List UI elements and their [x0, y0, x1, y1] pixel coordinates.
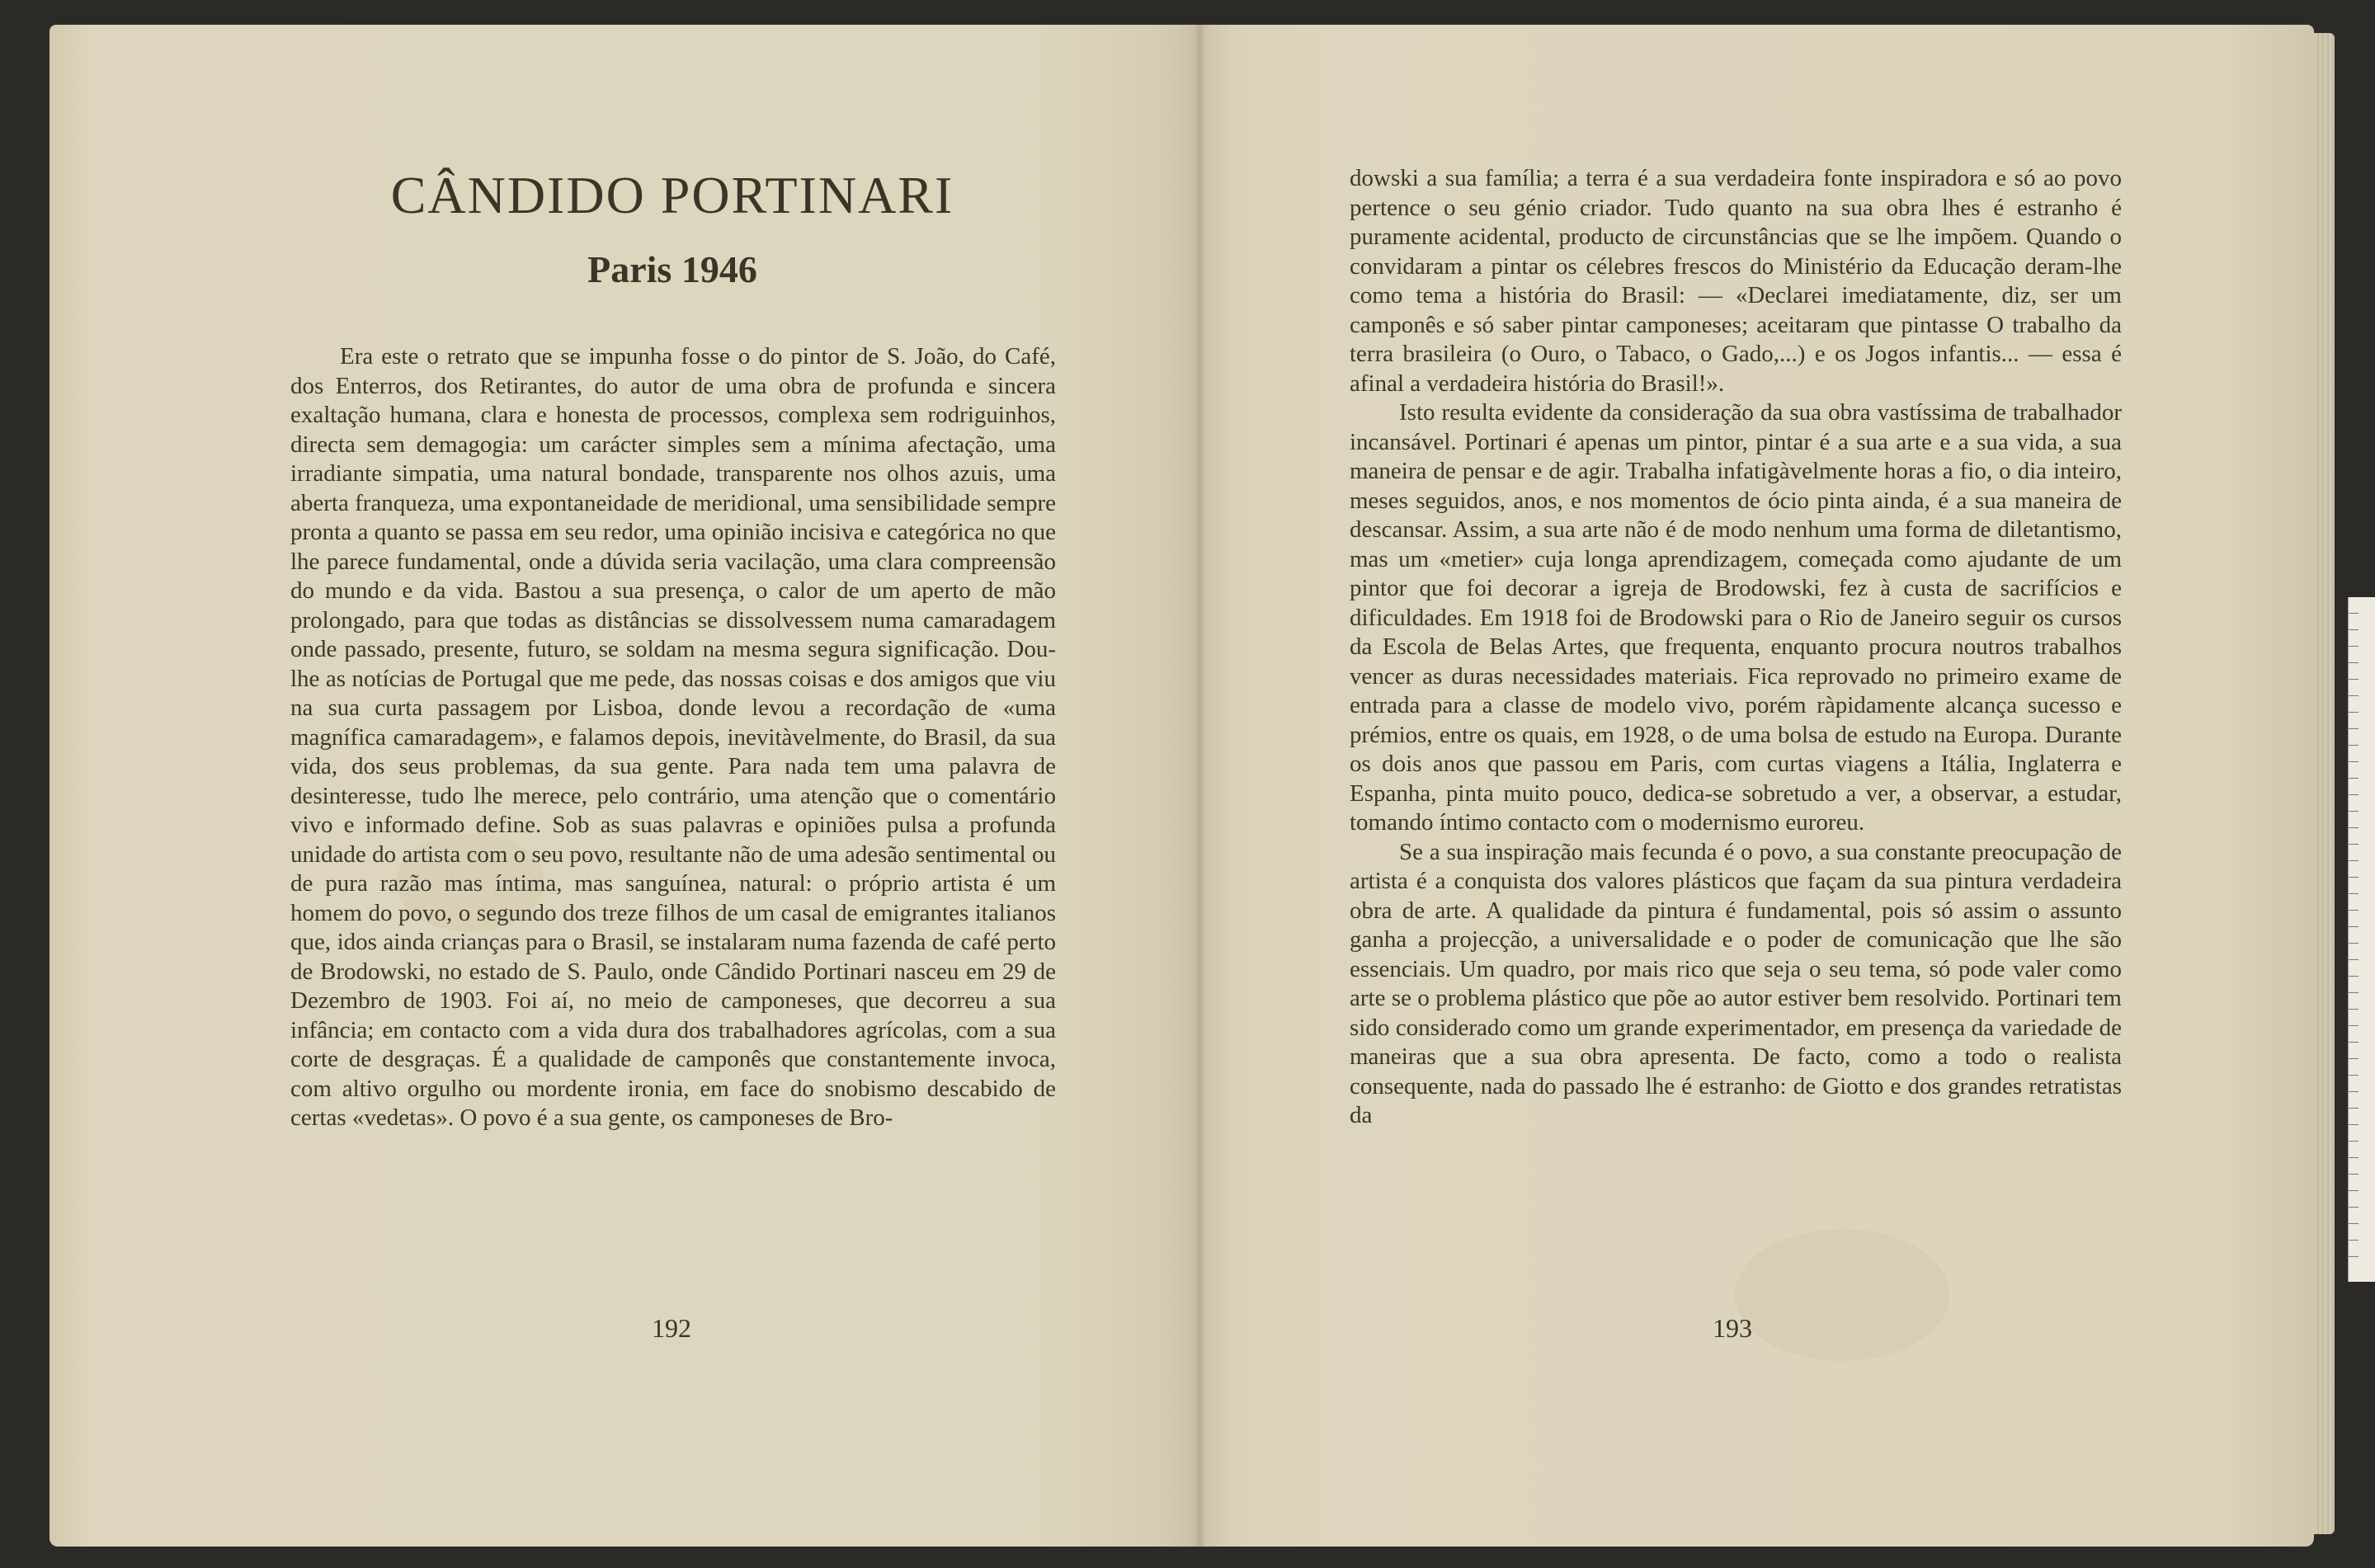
- page-number-left: 192: [652, 1313, 691, 1343]
- paper-stain: [1735, 1229, 1949, 1361]
- paragraph: Se a sua inspiração mais fecunda é o povo, a sua constante preocupação de artista é a conquista dos valores plásticos que façam da sua pintura verdadeira obra de arte. A qualidade da pintura é fundamental, pois só assim o assunto ganha a projecção, a universalidade e o poder de comunicação que lhe são essenciais. Um quadro, por mais rico que seja o seu tema, só pode valer como arte se o problema plástico que põe ao autor estiver bem resolvido. Portinari tem sido considerado como um grande experimentador, em presença da variedade de maneiras que a sua obra apresenta. De facto, como a todo o realista consequente, nada do passado lhe é estranho: de Giotto e dos grandes retratistas da: [1350, 838, 2122, 1128]
- article-subtitle: Paris 1946: [587, 248, 757, 290]
- left-text-column: [290, 342, 1056, 1133]
- paragraph: Era este o retrato que se impunha fosse o do pintor de S. João, do Café, dos Enterros, dos Retirantes, do autor de uma obra de profunda e sincera exaltação humana, clara e honesta de processos, complexa sem rodriguinhos, directa sem demagogia: um carácter simples sem a mínima afectação, uma irradiante simpatia, uma natural bondade, transparente nos olhos azuis, uma aberta franqueza, uma expontaneidade de meridional, uma sensibilidade sempre pronta a quanto se passa em seu redor, uma opinião incisiva e categórica no que lhe parece fundamental, onde a dúvida seria vacilação, uma clara compreensão do mundo e da vida. Bastou a sua presença, o calor de um aperto de mão prolongado, para que todas as distâncias se dissolvessem numa camaradagem onde passado, presente, futuro, se soldam na mesma segura significação. Dou-lhe as notícias de Portugal que me pede, das nossas coisas e dos amigos que viu na sua curta passagem por Lisboa, donde levou a recordação de «uma magnífica camaradagem», e falamos depois, inevitàvelmente, do Brasil, da sua vida, dos seus problemas, da sua gente. Para nada tem uma palavra de desinteresse, tudo lhe merece, pelo contrário, uma atenção que o comentário vivo e informado define. Sob as suas palavras e opiniões pulsa a profunda unidade do artista com o seu povo, resultante não de uma adesão sentimental ou de pura razão mas íntima, mas sanguínea, natural: o próprio artista é um homem do povo, o segundo dos treze filhos de um casal de emigrantes italianos que, idos ainda crianças para o Brasil, se instalaram numa fazenda de café perto de Brodowski, no estado de S. Paulo, onde Cândido Portinari nasceu em 29 de Dezembro de 1903. Foi aí, no meio de camponeses, que decorreu a sua infância; em contacto com a vida dura dos trabalhadores agrícolas, com a sua corte de desgraças. É a qualidade de camponês que constantemente invoca, com altivo orgulho ou mordente ironia, em face do snobismo descabido de certas «vedetas». O povo é a sua gente, os camponeses de Bro-: [290, 343, 1056, 1131]
- color-scale-strip: [2348, 597, 2375, 1282]
- page-number-right: 193: [1713, 1313, 1752, 1343]
- article-title: CÂNDIDO PORTINARI: [390, 166, 954, 224]
- paragraph: dowski a sua família; a terra é a sua verdadeira fonte inspiradora e só ao povo pertence o seu génio criador. Tudo quanto na sua obra lhes é estranho é puramente acidental, producto de circunstâncias que se lhe impõem. Quando o convidaram a pintar os célebres frescos do Ministério da Educação deram-lhe como tema a história do Brasil: — «Declarei imediatamente, diz, ser um camponês e só saber pintar camponeses; aceitaram que pintasse O trabalho da terra brasileira (o Ouro, o Tabaco, o Gado,...) e os Jogos infantis... — essa é afinal a verdadeira história do Brasil!».: [1350, 165, 2122, 397]
- paragraph: Isto resulta evidente da consideração da sua obra vastíssima de trabalhador incansável. Portinari é apenas um pintor, pintar é a sua arte e a sua vida, a sua maneira de pensar e de agir. Trabalha infatigàvelmente horas a fio, o dia inteiro, meses seguidos, anos, e nos momentos de ócio pinta ainda, é a sua maneira de descansar. Assim, a sua arte não é de modo nenhum uma forma de diletantismo, mas um «metier» cuja longa aprendizagem, começada como ajudante de um pintor que foi decorar a igreja de Brodowski, fez à custa de sacrifícios e dificuldades. Em 1918 foi de Brodowski para o Rio de Janeiro seguir os cursos da Escola de Belas Artes, que frequenta, enquanto procura noutros trabalhos vencer as duras necessidades materiais. Fica reprovado no primeiro exame de entrada para a classe de modelo vivo, porém ràpidamente alcança sucesso e prémios, entre os quais, em 1928, o de uma bolsa de estudo na Europa. Durante os dois anos que passou em Paris, com curtas viagens a Itália, Inglaterra e Espanha, pinta muito pouco, dedica-se sobretudo a ver, a observar, a estudar, tomando íntimo contacto com o modernismo euroreu.: [1350, 399, 2122, 836]
- right-text-column: [1350, 164, 2122, 1131]
- book-gutter: [1194, 25, 1205, 1547]
